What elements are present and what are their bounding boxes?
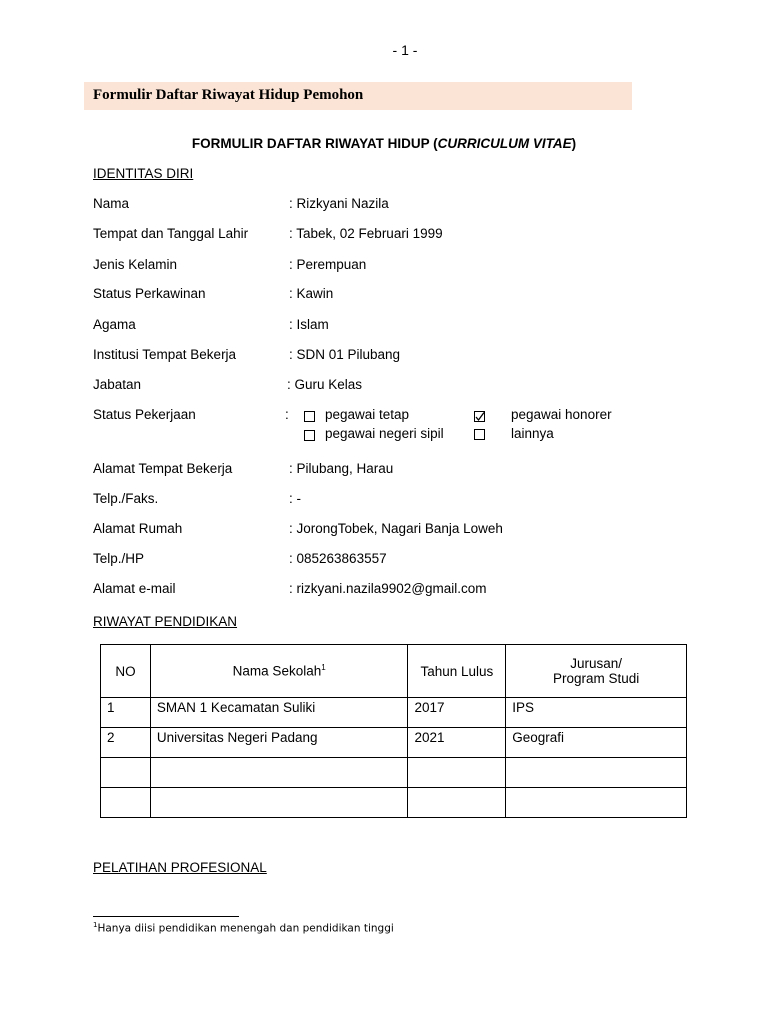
option-pegawai-negeri-sipil: pegawai negeri sipil (325, 426, 444, 441)
header-jurusan (506, 645, 687, 698)
document-title (0, 136, 768, 151)
page-number: - 1 - (392, 42, 418, 58)
cell-no (101, 788, 151, 818)
checkbox-lainnya[interactable] (474, 429, 485, 440)
doc-title-suffix: ) (571, 136, 577, 151)
table-row (101, 788, 687, 818)
cell-tahun (408, 758, 506, 788)
cell-jurusan: IPS (506, 698, 687, 728)
label-nama: Nama (93, 196, 130, 211)
header-tahun-lulus: Tahun Lulus (408, 645, 506, 698)
label-jabatan: Jabatan (93, 377, 142, 392)
label-agama: Agama (93, 317, 136, 332)
value-email: : rizkyani.nazila9902@gmail.com (289, 581, 487, 596)
option-lainnya: lainnya (511, 426, 554, 441)
footnote-mark: 1 (93, 921, 98, 929)
label-telp-hp: Telp./HP (93, 551, 145, 566)
section-riwayat-pendidikan: RIWAYAT PENDIDIKAN (93, 614, 238, 629)
label-institusi: Institusi Tempat Bekerja (93, 347, 237, 362)
label-jenis-kelamin: Jenis Kelamin (93, 257, 178, 272)
value-jenis-kelamin: : Perempuan (289, 257, 367, 272)
form-banner (84, 82, 632, 110)
cell-sekolah: Universitas Negeri Padang (150, 728, 408, 758)
label-status-perkawinan: Status Perkawinan (93, 286, 206, 301)
cell-jurusan: Geografi (506, 728, 687, 758)
cell-tahun (408, 788, 506, 818)
value-status-perkawinan: : Kawin (289, 286, 334, 301)
cell-jurusan (506, 758, 687, 788)
cell-jurusan (506, 788, 687, 818)
header-nama-sekolah (150, 645, 408, 698)
value-telp-faks: : - (289, 491, 301, 506)
header-jurusan-line1: Jurusan/ (570, 656, 623, 671)
label-email: Alamat e-mail (93, 581, 176, 596)
doc-title-prefix: FORMULIR DAFTAR RIWAYAT HIDUP ( (191, 136, 438, 151)
value-jabatan: : Guru Kelas (287, 377, 363, 392)
label-status-pekerjaan: Status Pekerjaan (93, 407, 196, 422)
cell-no: 2 (101, 728, 151, 758)
value-agama: : Islam (289, 317, 329, 332)
footnote-ref: 1 (321, 663, 326, 673)
option-pegawai-tetap: pegawai tetap (325, 407, 410, 422)
education-table (100, 644, 687, 818)
header-no: NO (101, 645, 151, 698)
value-alamat-tempat-bekerja: : Pilubang, Harau (289, 461, 394, 476)
cell-sekolah (150, 758, 408, 788)
value-telp-hp: : 085263863557 (289, 551, 387, 566)
label-alamat-rumah: Alamat Rumah (93, 521, 183, 536)
checkmark-icon (474, 411, 485, 422)
value-tempat-tanggal-lahir: : Tabek, 02 Februari 1999 (289, 226, 443, 241)
footnote-separator (93, 916, 239, 917)
checkbox-pegawai-negeri-sipil[interactable] (304, 430, 315, 441)
cell-tahun: 2021 (408, 728, 506, 758)
label-telp-faks: Telp./Faks. (93, 491, 159, 506)
table-row (101, 698, 687, 728)
table-row (101, 758, 687, 788)
label-alamat-tempat-bekerja: Alamat Tempat Bekerja (93, 461, 233, 476)
doc-title-italic: CURRICULUM VITAE (437, 136, 572, 151)
value-nama: : Rizkyani Nazila (289, 196, 389, 211)
label-tempat-tanggal-lahir: Tempat dan Tanggal Lahir (93, 226, 249, 241)
value-institusi: : SDN 01 Pilubang (289, 347, 401, 362)
checkbox-pegawai-tetap[interactable] (304, 411, 315, 422)
status-pekerjaan-colon: : (285, 407, 289, 422)
cell-sekolah (150, 788, 408, 818)
footnote (93, 921, 394, 935)
value-alamat-rumah: : JorongTobek, Nagari Banja Loweh (289, 521, 503, 536)
banner-title: Formulir Daftar Riwayat Hidup Pemohon (93, 87, 364, 103)
table-row (101, 728, 687, 758)
checkbox-pegawai-honorer[interactable] (474, 411, 485, 422)
cell-no (101, 758, 151, 788)
header-nama-sekolah-label: Nama Sekolah (232, 663, 322, 679)
cell-no: 1 (101, 698, 151, 728)
footnote-text: Hanya diisi pendidikan menengah dan pendidikan tinggi (97, 922, 394, 935)
table-header-row (101, 645, 687, 698)
cell-sekolah: SMAN 1 Kecamatan Suliki (150, 698, 408, 728)
section-identitas-diri: IDENTITAS DIRI (93, 166, 194, 181)
section-pelatihan-profesional: PELATIHAN PROFESIONAL (93, 860, 267, 875)
header-jurusan-line2: Program Studi (552, 671, 640, 686)
cell-tahun: 2017 (408, 698, 506, 728)
option-pegawai-honorer: pegawai honorer (511, 407, 612, 422)
